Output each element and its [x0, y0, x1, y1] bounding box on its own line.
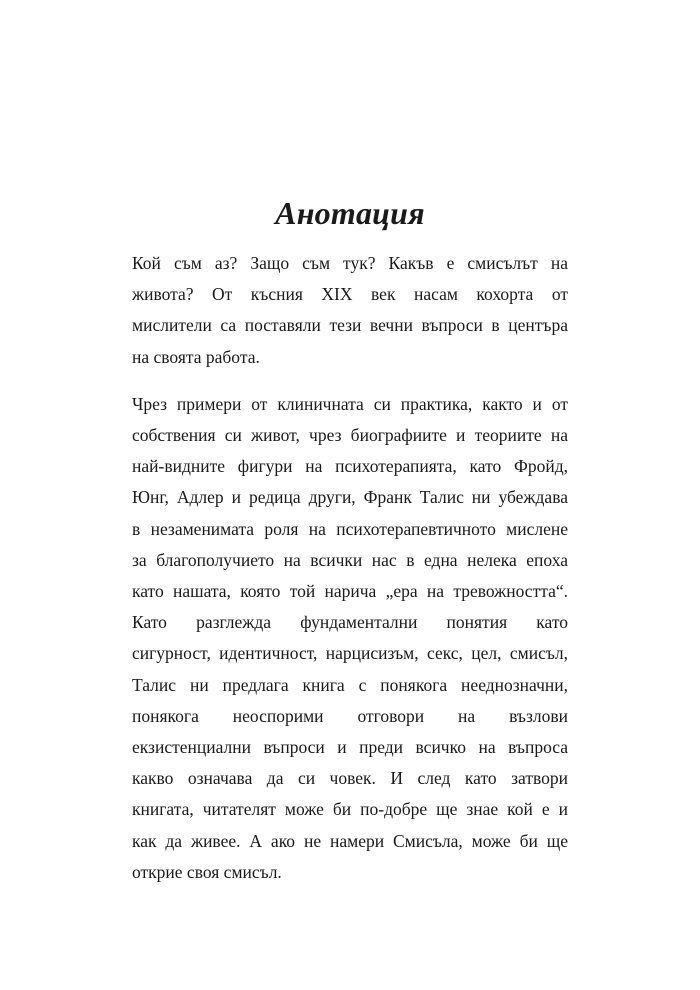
text-line: най-видните фигури на психотерапията, като Фройд, [132, 456, 568, 477]
text-line: какво означава да си човек. И след като затвори [132, 768, 568, 789]
text-line: в незаменимата роля на психотерапевтичното мислене [132, 518, 568, 539]
text-line: открие своя смисъл. [132, 861, 282, 882]
paragraph-1 [132, 248, 568, 373]
annotation-body [132, 248, 568, 888]
text-line: живота? От късния XIX век насам кохорта от [132, 284, 568, 305]
text-line: като нашата, която той нарича „ера на тревожността“. [132, 581, 568, 602]
text-line: екзистенциални въпроси и преди всичко на въпроса [132, 737, 568, 758]
text-line: Кой съм аз? Защо съм тук? Какъв е смисълът на [132, 253, 568, 273]
text-line: на своята работа. [132, 346, 260, 367]
text-line: Чрез примери от клиничната си практика, както и от [132, 393, 568, 414]
text-line: за благополучието на всички нас в една нелека епоха [132, 549, 568, 570]
text-line: книгата, читателят може би по-добре ще знае кой е и [132, 799, 568, 820]
text-line: сигурност, идентичност, нарцисизъм, секс, цел, смисъл, [132, 643, 568, 664]
paragraph-2 [132, 389, 568, 888]
text-line: как да живее. А ако не намери Смисъла, може би ще [132, 830, 568, 851]
text-line: Юнг, Адлер и редица други, Франк Талис ни убеждава [132, 487, 568, 508]
text-line: Талис ни предлага книга с понякога нееднозначни, [132, 674, 568, 695]
text-line: понякога неоспорими отговори на възлови [132, 705, 568, 726]
text-line: собствения си живот, чрез биографиите и теориите на [132, 425, 568, 446]
page-title: Анотация [275, 195, 425, 231]
text-line: мислители са поставяли тези вечни въпроси в центъра [132, 315, 568, 336]
text-line: Като разглежда фундаментални понятия като [132, 612, 568, 633]
